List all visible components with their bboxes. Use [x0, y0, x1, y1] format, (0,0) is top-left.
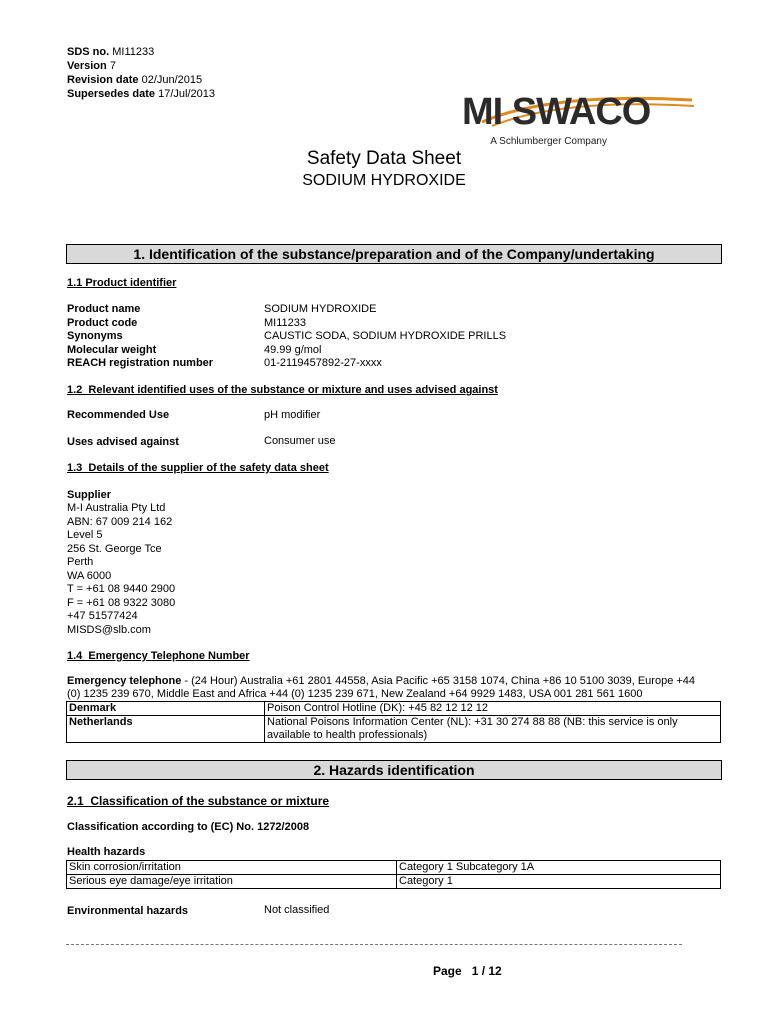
supplier-line: T = +61 08 9440 2900: [67, 583, 176, 595]
hazard-class: Serious eye damage/eye irritation: [67, 875, 397, 889]
product-row-label: Molecular weight: [67, 343, 157, 356]
product-row-value: MI11233: [264, 316, 306, 329]
product-row-label: Synonyms: [67, 330, 123, 342]
health-hazards-label: Health hazards: [67, 846, 146, 858]
sds-number-line: [67, 46, 154, 59]
sds-number: MI11233: [112, 46, 155, 58]
hazard-category: Category 1: [397, 875, 721, 889]
emergency-country: Netherlands: [67, 716, 265, 743]
hazard-class: Skin corrosion/irritation: [67, 861, 397, 875]
product-row-value: SODIUM HYDROXIDE: [264, 303, 377, 315]
page-value: 1 / 12: [471, 964, 502, 978]
supplier-line[interactable]: MISDS@slb.com: [67, 623, 151, 636]
product-row-value: 01-2119457892-27-xxxx: [264, 357, 382, 369]
product-row-value: 49.99 g/mol: [264, 343, 322, 356]
supersedes-line: [67, 88, 215, 101]
supersedes-date: 17/Jul/2013: [158, 88, 215, 100]
company-logo: [462, 92, 702, 152]
table-row: [67, 702, 721, 716]
emergency-numbers-1: - (24 Hour) Australia +61 2801 44558, Asia Pacific +65 3158 1074, China +86 10 5100 3039, Europe +44: [181, 675, 696, 687]
supplier-line: M-I Australia Pty Ltd: [67, 502, 166, 514]
page-number: [433, 964, 502, 978]
supplier-label: Supplier: [67, 489, 112, 501]
uses-advised-against-value: Consumer use: [264, 435, 336, 447]
subsection-1-2: 1.2 Relevant identified uses of the substance or mixture and uses advised against: [67, 384, 498, 396]
emergency-label: Emergency telephone: [67, 675, 182, 687]
emergency-country: Denmark: [67, 702, 265, 716]
subsection-2-1: 2.1 Classification of the substance or mixture: [67, 794, 330, 808]
product-row-label: REACH registration number: [67, 357, 214, 369]
recommended-use-value: pH modifier: [264, 409, 321, 421]
emergency-table: [66, 701, 721, 743]
health-hazards-table: [66, 860, 721, 889]
footer-divider: [66, 944, 682, 945]
version: 7: [109, 60, 116, 72]
subsection-1-4: 1.4 Emergency Telephone Number: [67, 650, 250, 662]
supplier-line: ABN: 67 009 214 162: [67, 515, 173, 528]
emergency-numbers-2: (0) 1235 239 670, Middle East and Africa +44 (0) 1235 239 671, New Zealand +64 9929 1483, USA 001 281 561 1600: [67, 688, 643, 700]
product-row-value: CAUSTIC SODA, SODIUM HYDROXIDE PRILLS: [264, 330, 507, 342]
recommended-use-label: Recommended Use: [67, 409, 170, 421]
uses-advised-against-label: Uses advised against: [67, 436, 179, 448]
page-label: Page: [433, 964, 462, 978]
logo-subtitle: A Schlumberger Company: [490, 136, 607, 147]
supplier-line: WA 6000: [67, 569, 112, 582]
table-row: [67, 875, 721, 889]
hazard-category: Category 1 Subcategory 1A: [397, 861, 721, 875]
supplier-line: +47 51577424: [67, 610, 138, 622]
product-row-label: Product code: [67, 316, 138, 329]
revision-label: Revision date: [67, 74, 139, 86]
subsection-1-3: 1.3 Details of the supplier of the safety data sheet: [67, 462, 329, 474]
environmental-hazards-label: Environmental hazards: [67, 905, 189, 917]
supplier-line: F = +61 08 9322 3080: [67, 596, 176, 609]
version-line: [67, 60, 116, 73]
emergency-line-1: [67, 675, 695, 689]
version-label: Version: [67, 60, 107, 72]
product-row-label: Product name: [67, 303, 141, 315]
revision-date: 02/Jun/2015: [141, 74, 203, 86]
supplier-line: Level 5: [67, 529, 103, 541]
document-subtitle: SODIUM HYDROXIDE: [302, 172, 466, 189]
emergency-info: National Poisons Information Center (NL): +31 30 274 88 88 (NB: this service is only available to health professionals): [265, 716, 721, 743]
sds-number-label: SDS no.: [67, 46, 110, 58]
supplier-line: 256 St. George Tce: [67, 542, 162, 555]
subsection-1-1: 1.1 Product identifier: [67, 277, 177, 289]
supersedes-label: Supersedes date: [67, 88, 156, 100]
emergency-info: Poison Control Hotline (DK): +45 82 12 12 12: [265, 702, 721, 716]
table-row: [67, 861, 721, 875]
logo-wordmark: MI SWACO: [462, 91, 651, 133]
supplier-line: Perth: [67, 556, 94, 568]
section-2-heading: 2. Hazards identification: [66, 760, 722, 780]
classification-regulation: Classification according to (EC) No. 1272/2008: [67, 821, 310, 833]
table-row: [67, 716, 721, 743]
environmental-hazards-value: Not classified: [264, 904, 330, 916]
section-1-heading: 1. Identification of the substance/preparation and of the Company/undertaking: [66, 244, 722, 264]
revision-line: [67, 74, 202, 87]
document-title: Safety Data Sheet: [306, 148, 462, 169]
